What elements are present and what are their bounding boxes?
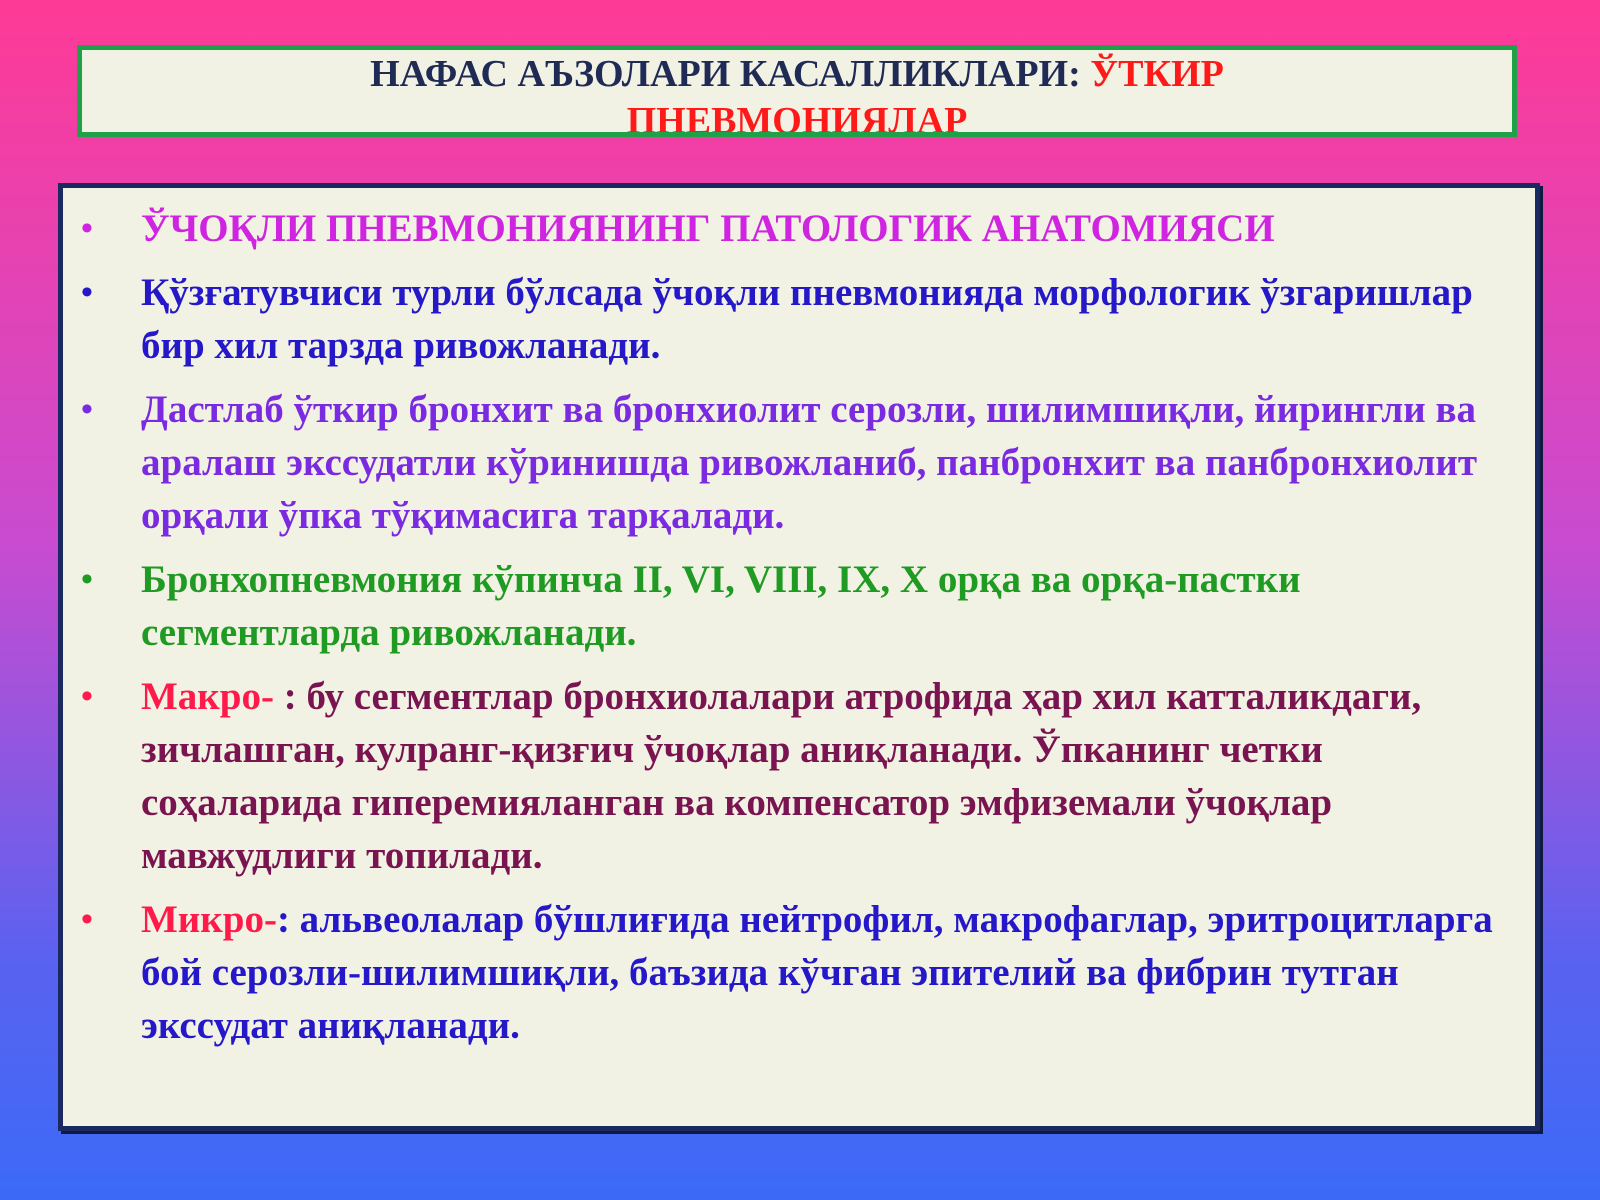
bullet-icon: • <box>81 274 93 311</box>
bullet-text: Дастлаб ўткир бронхит ва бронхиолит серозли, шилимшиқли, йирингли ва аралаш экссудатли кўринишда ривожланиб, панбронхит ва панбронхиолит орқали ўпка тўқимасига тарқалади. <box>141 388 1478 537</box>
bullet-text: ЎЧОҚЛИ ПНЕВМОНИЯНИНГ ПАТОЛОГИК АНАТОМИЯСИ <box>141 207 1275 250</box>
title-text-main: НАФАС АЪЗОЛАРИ КАСАЛЛИКЛАРИ: <box>370 53 1091 95</box>
slide-title <box>82 51 1512 97</box>
bullet-item-pathogen <box>81 266 1495 372</box>
bullet-icon: • <box>81 391 93 428</box>
title-box <box>77 45 1517 137</box>
bullet-list <box>63 188 1535 1052</box>
bullet-text: : бу сегментлар бронхиолалари атрофида ҳар хил катталикдаги, зичлашган, кулранг-қизғич ўчоқлар аниқланади. Ўпканинг четки соҳаларида гиперемияланган ва компенсатор эмфиземали ўчоқлар мавжудлиги топилади. <box>141 675 1422 877</box>
bullet-item-segments <box>81 553 1495 659</box>
bullet-item-initial <box>81 383 1495 542</box>
slide-title-second-line: ПНЕВМОНИЯЛАР <box>626 100 968 137</box>
bullet-label-macro: Макро- <box>141 675 284 718</box>
bullet-icon: • <box>81 901 93 938</box>
title-text-highlight: ЎТКИР <box>1090 53 1224 95</box>
bullet-icon: • <box>81 678 93 715</box>
bullet-text: Бронхопневмония кўпинча II, VI, VIII, IX, X орқа ва орқа-пастки сегментларда ривожланади. <box>141 558 1301 654</box>
bullet-icon: • <box>81 561 93 598</box>
bullet-icon: • <box>81 210 93 247</box>
bullet-item-micro <box>81 893 1495 1052</box>
bullet-text: : альвеолалар бўшлиғида нейтрофил, макрофаглар, эритроцитларга бой серозли-шилимшиқли, баъзида кўчган эпителий ва фибрин тутган экссудат аниқланади. <box>141 898 1493 1047</box>
bullet-item-macro <box>81 670 1495 882</box>
bullet-item-heading <box>81 202 1495 255</box>
content-box <box>58 183 1540 1131</box>
bullet-text: Қўзғатувчиси турли бўлсада ўчоқли пневмонияда морфологик ўзгаришлар бир хил тарзда ривожланади. <box>141 271 1473 367</box>
bullet-label-micro: Микро- <box>141 898 277 941</box>
